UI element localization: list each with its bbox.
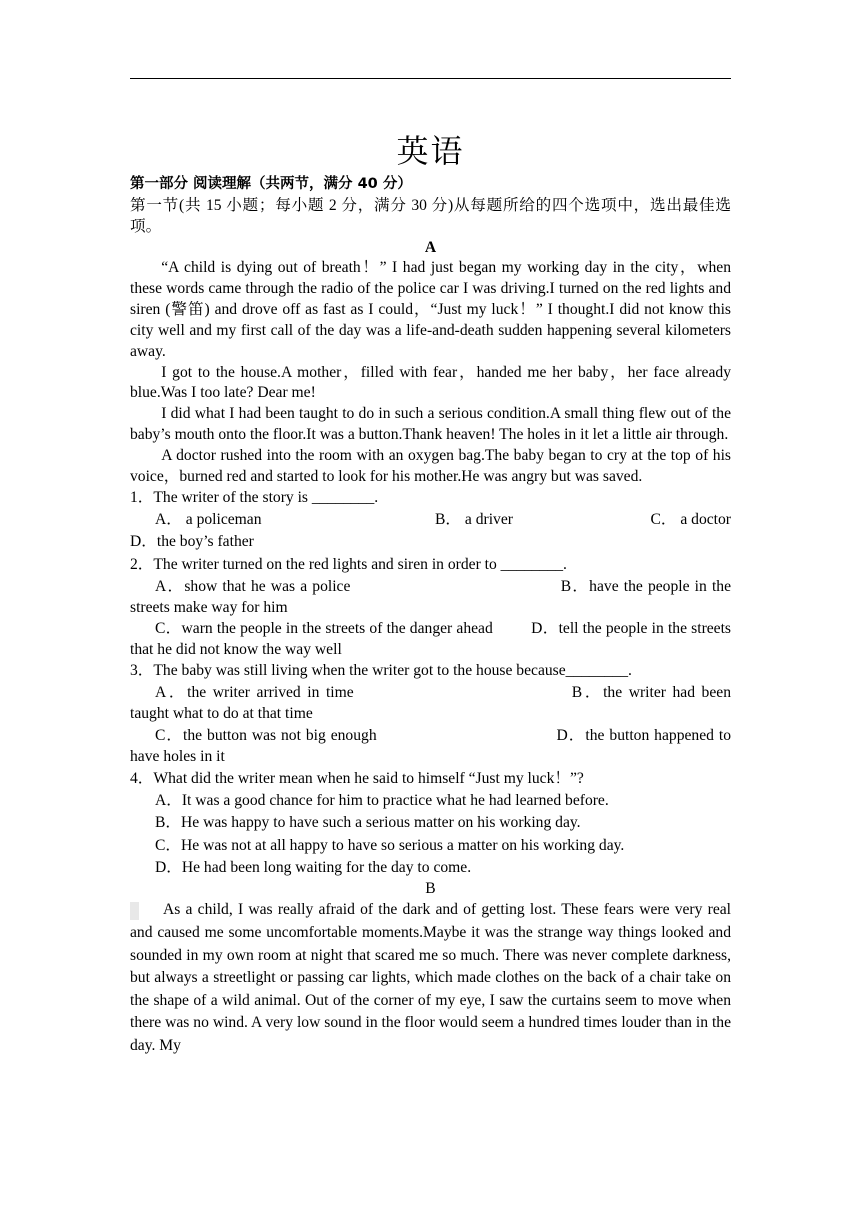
option-b: B．He was happy to have such a serious matter on his working day.: [155, 814, 581, 832]
passage-a-label: A: [424, 239, 437, 256]
section-instructions: 第一节(共 15 小题；每小题 2 分，满分 30 分)从每题所给的四个选项中，选出最佳选项。: [130, 197, 731, 235]
passage-a-paragraph: “A child is dying out of breath！” I had just began my working day in the city，when these words came through the radio of the police car I was driving.I turned on the red lights and siren (警笛) and drove off as fast as I could，“Just my luck！” I thought.I did not know this city well and my first call of the day was a life-and-death sudden happening several kilometers away.: [130, 259, 731, 360]
passage-b-paragraph: [130, 899, 731, 1057]
option-pair: [130, 618, 731, 660]
passage-b-text: As a child, I was really afraid of the dark and of getting lost. These fears were very real and caused me some uncomfortable moments.Maybe it was the strange way things looked and sounded in my own room at night that scared me so much. There was never complete darkness, but always a streetlight or passing car lights, which made clothes on the back of a chair take on the shape of a wild animal. Out of the corner of my eye, I saw the curtains seem to move when there was no wind. A very low sound in the floor would seem a hundred times louder than in the day. My: [130, 901, 731, 1054]
margin-marker: [130, 902, 139, 920]
question-stem: 2．The writer turned on the red lights and siren in order to ________.: [130, 555, 567, 573]
option-d: D．tell the people in the streets that he did not know the way well: [130, 619, 732, 658]
option-c: C．warn the people in the streets of the danger ahead: [155, 619, 493, 637]
option-pair: [130, 682, 731, 725]
exam-page: [130, 132, 731, 1058]
option-row: [130, 509, 731, 531]
option-c: C．He was not at all happy to have so serious a matter on his working day.: [155, 836, 625, 854]
option-b: B．have the people in the streets make way for him: [130, 577, 731, 616]
passage-a-paragraph: A doctor rushed into the room with an oxygen bag.The baby began to cry at the top of his voice，burned red and started to look for his mother.He was angry but was saved.: [130, 447, 731, 486]
part-heading: 第一部分 阅读理解（共两节，满分 40 分）: [130, 176, 412, 192]
question-4: [130, 768, 731, 879]
option-d: D．the boy’s father: [130, 532, 254, 550]
question-stem: 4．What did the writer mean when he said to himself “Just my luck！”?: [130, 769, 584, 787]
option-pair: [130, 576, 731, 618]
question-1: [130, 488, 731, 553]
passage-a-paragraph: I got to the house.A mother，filled with fear，handed me her baby，her face already blue.Was I too late? Dear me!: [130, 363, 731, 402]
option-c: C． a doctor: [650, 510, 731, 528]
question-3: [130, 660, 731, 768]
option-b: B．the writer had been taught what to do at that time: [130, 683, 731, 723]
header-rule: [130, 78, 731, 79]
passage-a-paragraph: I did what I had been taught to do in such a serious condition.A small thing flew out of the baby’s mouth onto the floor.It was a button.Thank heaven! The holes in it let a little air through.: [130, 405, 731, 444]
page-title: 英语: [396, 132, 465, 170]
question-stem: 1．The writer of the story is ________.: [130, 488, 379, 506]
option-a: A．the writer arrived in time: [155, 683, 354, 701]
option-a: A．It was a good chance for him to practice what he had learned before.: [155, 792, 609, 810]
option-a: A． a policeman: [155, 510, 262, 528]
question-2: [130, 553, 731, 660]
question-stem: 3．The baby was still living when the writer got to the house because________.: [130, 661, 632, 679]
option-a: A．show that he was a police: [155, 577, 351, 595]
option-c: C．the button was not big enough: [155, 726, 377, 744]
option-pair: [130, 725, 731, 768]
passage-b-label: B: [425, 880, 436, 898]
option-b: B． a driver: [435, 510, 513, 528]
option-d: D．He had been long waiting for the day to come.: [155, 859, 472, 877]
option-d: D．the button happened to have holes in it: [130, 726, 731, 766]
